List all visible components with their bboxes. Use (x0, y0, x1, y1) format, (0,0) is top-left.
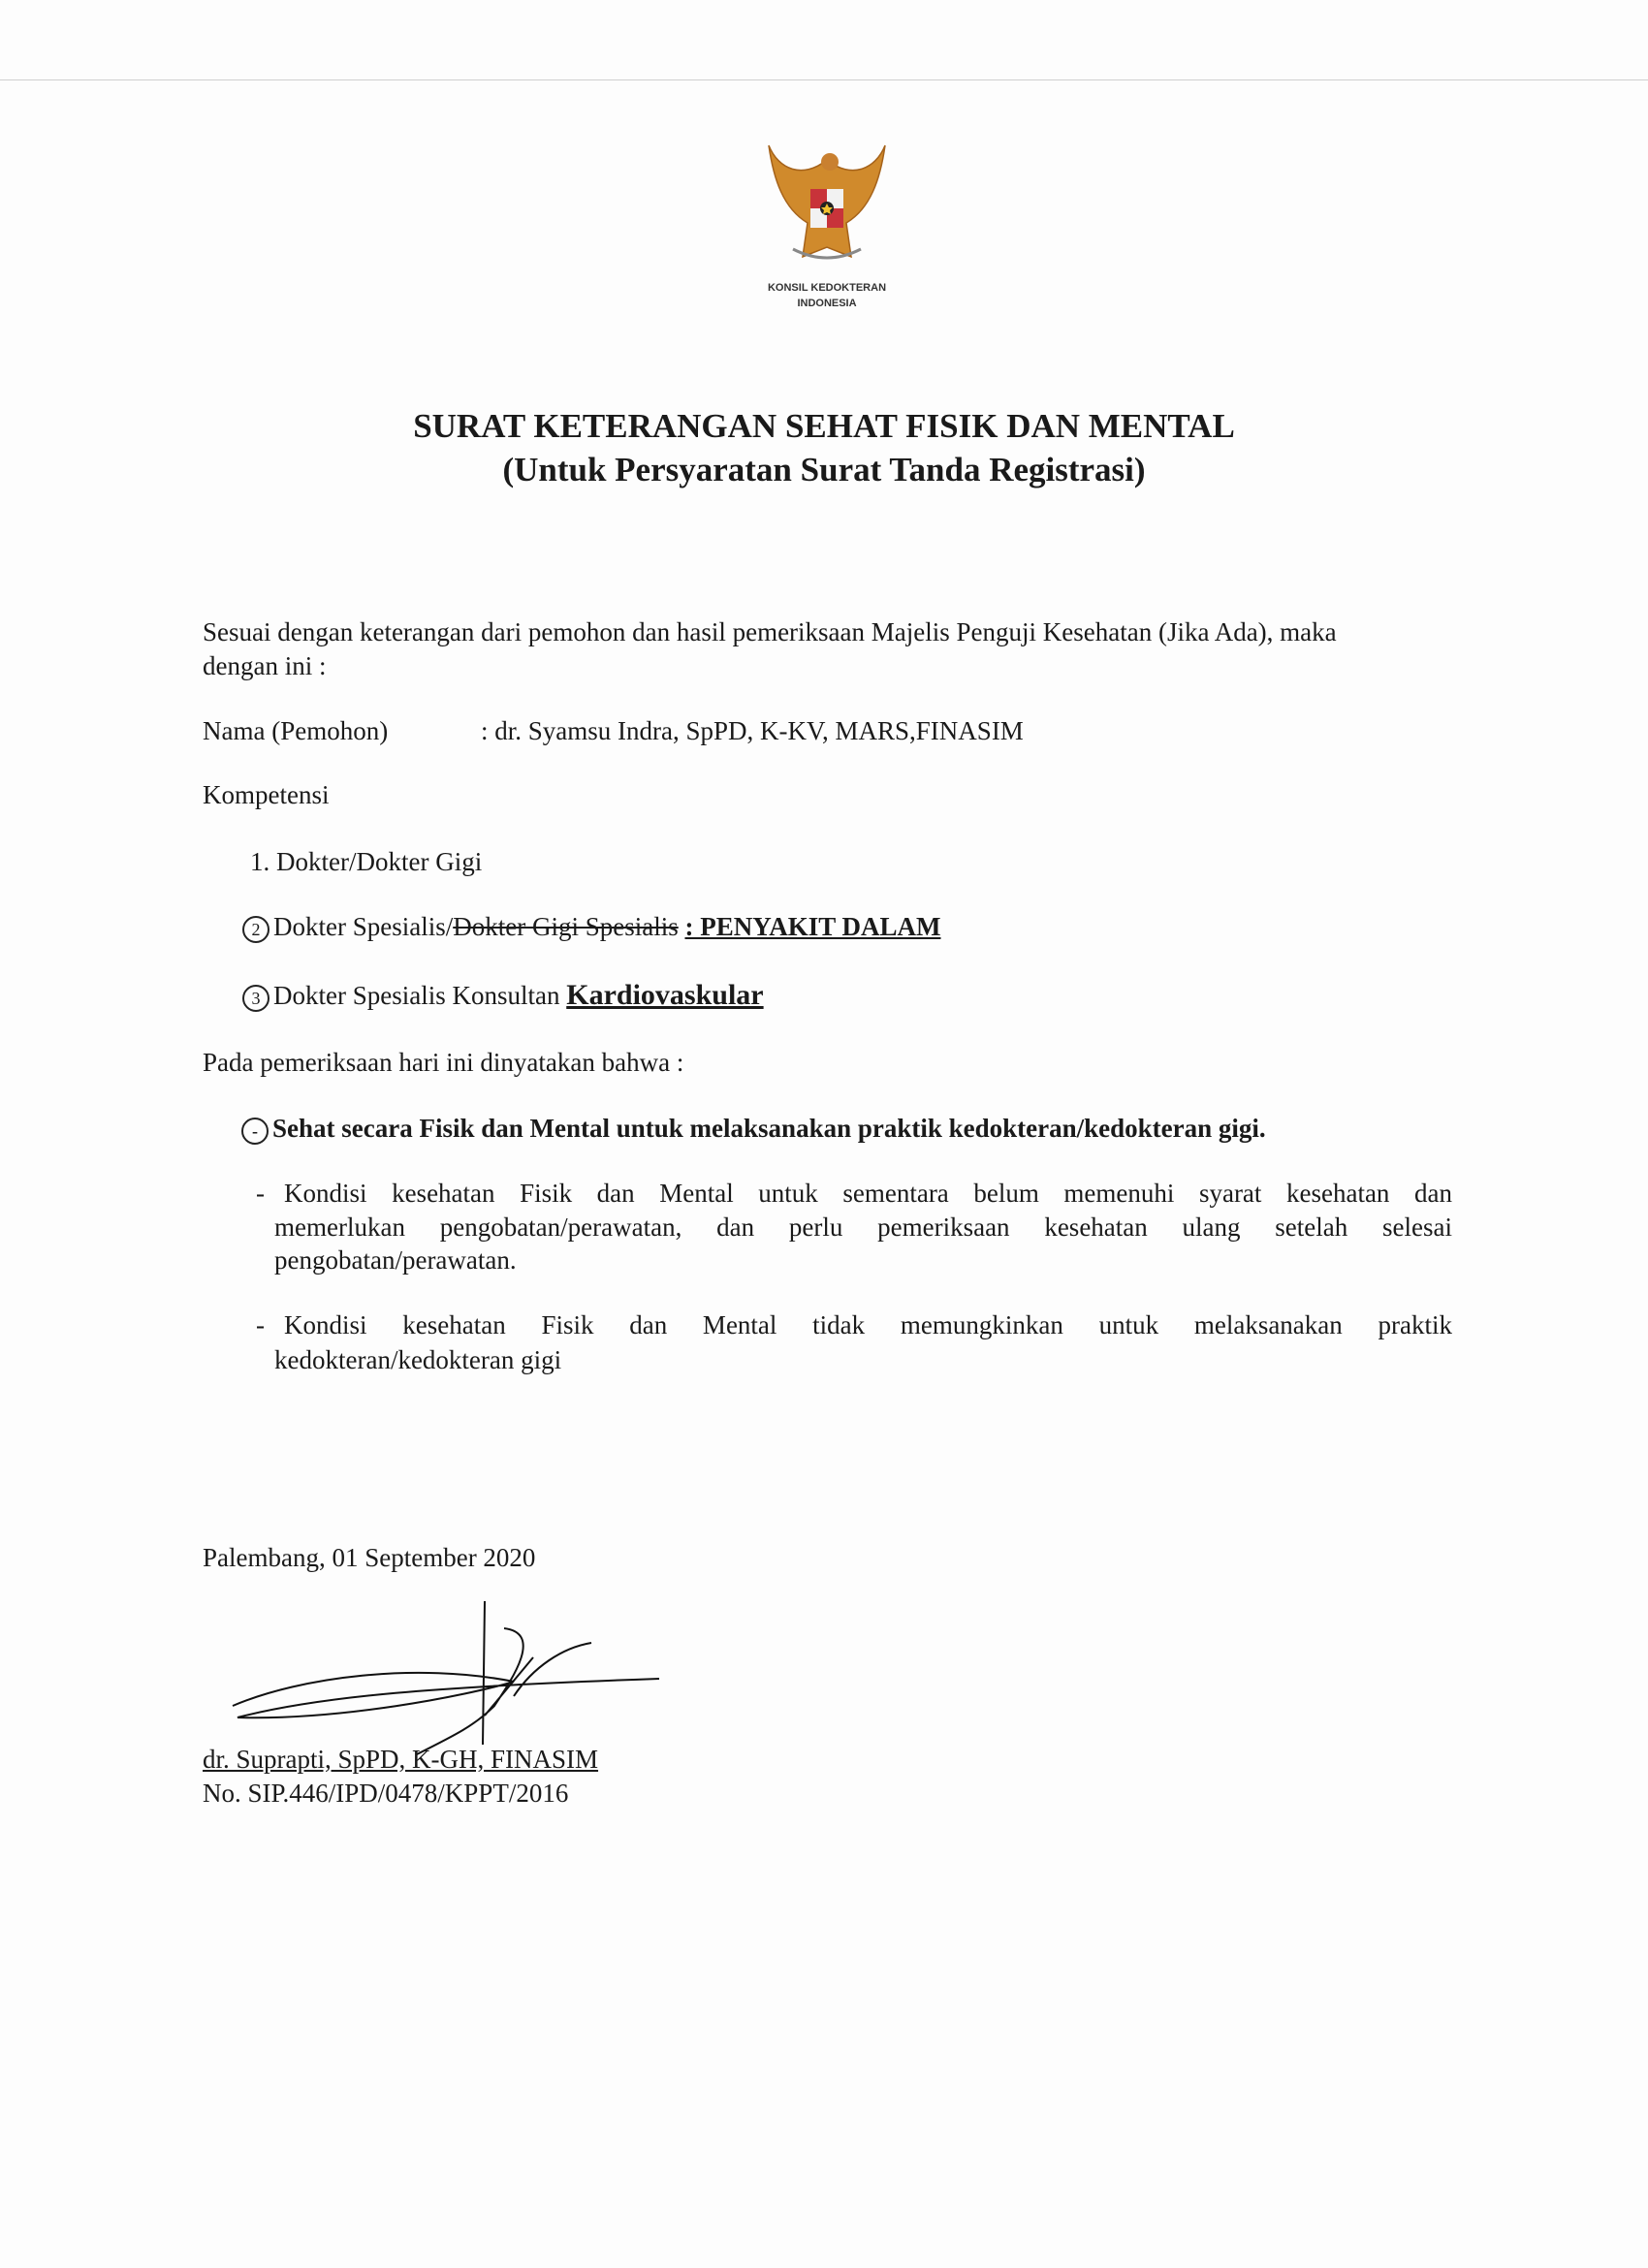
kompetensi-item-3 (242, 979, 764, 1012)
opt1-text: Sehat secara Fisik dan Mental untuk melaksanakan praktik kedokteran/kedokteran gigi. (272, 1114, 1266, 1143)
name-value: : dr. Syamsu Indra, SpPD, K-KV, MARS,FINASIM (481, 716, 1024, 745)
org-name-line2: INDONESIA (797, 298, 857, 309)
place-date: Palembang, 01 September 2020 (203, 1543, 536, 1572)
k2-struck-text: Dokter Gigi Spesialis (453, 912, 679, 941)
org-name-line1: KONSIL KEDOKTERAN (767, 282, 887, 294)
signer-sip-number: No. SIP.446/IPD/0478/KPPT/2016 (203, 1779, 569, 1808)
opt3-dash: - (256, 1310, 265, 1339)
result-label: Pada pemeriksaan hari ini dinyatakan bahwa : (203, 1048, 684, 1077)
signature (223, 1599, 679, 1764)
document-title: SURAT KETERANGAN SEHAT FISIK DAN MENTAL (413, 407, 1235, 445)
circled-number-2: 2 (242, 916, 269, 943)
circled-number-3: 3 (242, 985, 269, 1012)
circled-dash-mark: - (241, 1118, 269, 1145)
name-label: Nama (Pemohon) (203, 716, 389, 745)
kompetensi-item-2 (242, 910, 941, 943)
k3-subspecialty: Kardiovaskular (566, 979, 764, 1011)
k2-specialty: : PENYAKIT DALAM (684, 912, 941, 941)
garuda-emblem-icon (764, 141, 890, 276)
intro-line2: dengan ini : (203, 651, 327, 680)
k2-text: Dokter Spesialis/ (273, 912, 454, 941)
opt3-line1: Kondisi kesehatan Fisik dan Mental tidak memungkinkan untuk melaksanakan praktik (284, 1310, 1452, 1339)
scan-edge-line (0, 79, 1648, 80)
opt2-line1: Kondisi kesehatan Fisik dan Mental untuk sementara belum memenuhi syarat kesehatan dan (284, 1179, 1452, 1208)
opt2-dash: - (256, 1179, 265, 1208)
opt3-line2: kedokteran/kedokteran gigi (274, 1345, 562, 1374)
opt2-line2: memerlukan pengobatan/perawatan, dan perlu pemeriksaan kesehatan ulang setelah selesai (274, 1213, 1452, 1242)
intro-line1: Sesuai dengan keterangan dari pemohon dan hasil pemeriksaan Majelis Penguji Kesehatan (Jika Ada), maka (203, 617, 1337, 646)
signer-name: dr. Suprapti, SpPD, K-GH, FINASIM (203, 1745, 599, 1774)
result-option-healthy (241, 1112, 1266, 1145)
opt2-line3: pengobatan/perawatan. (274, 1245, 517, 1275)
kompetensi-label: Kompetensi (203, 780, 330, 809)
k3-text: Dokter Spesialis Konsultan (273, 981, 567, 1010)
kompetensi-item-1: 1. Dokter/Dokter Gigi (250, 847, 483, 876)
document-subtitle: (Untuk Persyaratan Surat Tanda Registrasi) (502, 451, 1146, 488)
